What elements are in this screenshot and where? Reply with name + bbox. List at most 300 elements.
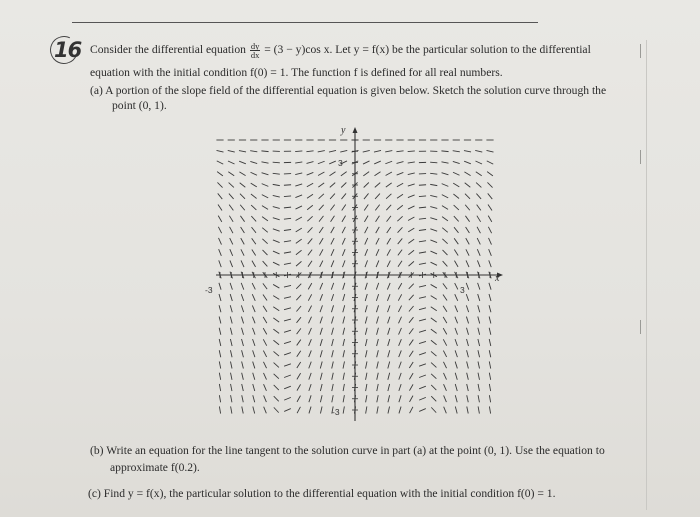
slope-segment: [455, 350, 457, 357]
slope-segment: [477, 227, 480, 233]
slope-segment: [219, 260, 221, 267]
slope-segment: [419, 409, 426, 412]
slope-segment: [489, 384, 490, 391]
slope-segment: [374, 161, 381, 164]
slope-segment: [230, 294, 232, 301]
slope-segment: [409, 306, 414, 312]
slope-segment: [308, 227, 313, 232]
slope-segment: [365, 328, 367, 335]
slope-segment: [478, 384, 479, 391]
slope-segment: [319, 238, 323, 244]
slope-segment: [309, 362, 312, 369]
slope-segment: [375, 205, 379, 211]
slope-segment: [284, 218, 291, 219]
slope-segment: [306, 151, 313, 152]
slope-segment: [284, 252, 291, 253]
slope-segment: [431, 296, 437, 300]
slope-segment: [408, 173, 415, 175]
slope-segment: [376, 216, 380, 222]
slope-segment: [273, 340, 279, 345]
slope-segment: [318, 183, 324, 187]
slope-segment: [340, 150, 347, 152]
slope-segment: [419, 341, 426, 343]
slope-segment: [251, 183, 257, 187]
slope-segment: [252, 317, 255, 324]
slope-segment: [409, 261, 414, 266]
intro-text-post: = (3 − y)cos x. Let y = f(x) be the particular solution to the differential: [264, 43, 591, 57]
slope-segment: [273, 173, 280, 174]
slope-segment: [307, 183, 313, 186]
slope-segment: [476, 172, 482, 176]
slope-segment: [377, 317, 379, 324]
slope-segment: [477, 205, 481, 211]
slope-segment: [329, 161, 336, 164]
slope-segment: [365, 227, 368, 233]
slope-segment: [273, 229, 280, 231]
slope-segment: [219, 350, 221, 357]
slope-segment: [231, 384, 232, 391]
slope-segment: [230, 238, 233, 244]
slope-segment: [442, 228, 448, 233]
slope-segment: [273, 262, 279, 265]
margin-tick: [640, 320, 641, 334]
part-c-line-1: (c) Find y = f(x), the particular solution to the differential equation with the initial condition f(0) = 1.: [88, 487, 556, 500]
slope-segment: [343, 283, 345, 290]
slope-segment: [489, 238, 492, 245]
slope-segment: [342, 227, 345, 233]
slope-segment: [319, 227, 323, 233]
slope-segment: [419, 308, 426, 310]
slope-segment: [408, 217, 414, 220]
slope-segment: [308, 317, 311, 324]
slope-segment: [388, 339, 390, 346]
slope-segment: [308, 306, 311, 312]
slope-segment: [467, 373, 469, 380]
slope-segment: [252, 261, 256, 267]
slope-segment: [397, 205, 403, 210]
slope-segment: [444, 384, 447, 391]
slope-segment: [487, 161, 493, 164]
slope-segment: [230, 227, 233, 233]
slope-segment: [386, 172, 392, 175]
slope-segment: [284, 386, 291, 389]
slope-segment: [218, 193, 223, 199]
slope-segment: [386, 205, 391, 210]
slope-segment: [430, 207, 437, 209]
slope-segment: [331, 260, 334, 267]
slope-segment: [363, 161, 369, 164]
slope-segment: [419, 241, 426, 242]
slope-segment: [454, 238, 458, 244]
slope-segment: [318, 161, 325, 163]
slope-segment: [487, 172, 493, 176]
slope-segment: [297, 328, 301, 334]
slope-segment: [228, 172, 234, 176]
slope-segment: [308, 294, 311, 300]
slope-segment: [217, 172, 223, 176]
slope-segment: [284, 207, 291, 208]
slope-segment: [399, 362, 402, 369]
slope-segment: [489, 283, 491, 290]
slope-segment: [489, 373, 490, 380]
slope-segment: [430, 240, 437, 243]
slope-segment: [240, 205, 245, 211]
slope-segment: [228, 150, 235, 152]
slope-segment: [332, 361, 334, 368]
slope-segment: [320, 384, 322, 391]
slope-segment: [431, 329, 437, 333]
slope-segment: [284, 241, 291, 242]
slope-segment: [419, 230, 426, 231]
y-min-label: -3: [332, 407, 340, 417]
slope-segment: [309, 373, 311, 380]
slope-segment: [365, 238, 368, 245]
slope-segment: [295, 151, 302, 152]
slope-segment: [419, 330, 426, 332]
slope-segment: [477, 216, 481, 222]
slope-segment: [409, 373, 413, 379]
slope-segment: [264, 373, 267, 380]
slope-segment: [398, 294, 401, 300]
intro-line-1: [90, 42, 591, 59]
slope-segment: [342, 216, 346, 222]
slope-segment: [332, 328, 334, 335]
slope-segment: [274, 363, 279, 368]
slope-segment: [253, 350, 255, 357]
slope-segment: [332, 339, 334, 346]
slope-segment: [332, 373, 334, 380]
slope-segment: [453, 161, 460, 163]
slope-segment: [399, 373, 401, 380]
slope-segment: [231, 406, 232, 413]
slope-segment: [397, 183, 403, 186]
slope-segment: [409, 362, 413, 368]
slope-segment: [252, 238, 256, 244]
slope-field-graph[interactable]: [205, 125, 505, 425]
slope-segment: [477, 249, 480, 256]
slope-segment: [320, 362, 322, 369]
slope-segment: [375, 194, 380, 199]
slope-segment: [467, 350, 469, 357]
margin-line: [646, 40, 647, 510]
slope-segment: [263, 351, 266, 357]
slope-segment: [376, 305, 378, 312]
slope-segment: [264, 384, 267, 391]
slope-segment: [273, 207, 280, 209]
slope-segment: [443, 261, 448, 266]
slope-segment: [489, 339, 491, 346]
slope-segment: [307, 194, 313, 198]
slope-segment: [241, 294, 243, 301]
intro-line-2: equation with the initial condition f(0) = 1. The function f is defined for all real numbers.: [90, 66, 503, 79]
slope-segment: [284, 341, 291, 343]
slope-segment: [341, 182, 346, 187]
slope-segment: [465, 205, 470, 211]
slope-segment: [230, 283, 232, 290]
slope-segment: [488, 216, 492, 222]
x-max-label: 3: [460, 285, 465, 295]
slope-segment: [475, 150, 482, 152]
slope-segment: [387, 227, 391, 233]
slope-segment: [398, 283, 402, 289]
part-a-line-2: point (0, 1).: [112, 99, 167, 112]
slope-segment: [343, 339, 345, 346]
slope-segment: [443, 250, 448, 255]
slope-segment: [297, 373, 301, 379]
slope-segment: [229, 216, 233, 222]
slope-segment: [262, 195, 268, 198]
slope-segment: [376, 294, 378, 301]
slope-segment: [309, 407, 311, 414]
slope-segment: [442, 217, 448, 221]
slope-segment: [343, 361, 344, 368]
slope-segment: [252, 283, 255, 289]
slope-segment: [443, 306, 447, 312]
slope-segment: [366, 406, 367, 413]
slope-segment: [388, 384, 390, 391]
y-max-label: 3: [338, 158, 343, 168]
slope-segment: [388, 328, 390, 335]
slope-segment: [230, 317, 232, 324]
y-axis-arrow: [353, 127, 358, 133]
slope-segment: [318, 172, 324, 175]
slope-segment: [320, 350, 322, 357]
slope-segment: [217, 161, 223, 164]
slope-segment: [230, 260, 233, 267]
slope-segment: [218, 216, 222, 222]
slope-segment: [262, 184, 269, 187]
slope-segment: [239, 151, 246, 152]
slope-segment: [478, 317, 480, 324]
slope-segment: [464, 151, 471, 152]
slope-segment: [331, 305, 333, 312]
slope-segment: [419, 397, 426, 400]
slope-segment: [332, 384, 333, 391]
slope-segment: [455, 283, 458, 289]
slope-segment: [455, 395, 457, 402]
slope-segment: [230, 249, 233, 256]
slope-segment: [467, 406, 468, 413]
slope-segment: [219, 361, 220, 368]
slope-segment: [398, 250, 402, 256]
slope-segment: [218, 205, 222, 211]
slope-segment: [320, 339, 322, 346]
slope-segment: [377, 350, 379, 357]
slope-segment: [419, 297, 426, 299]
slope-segment: [377, 373, 379, 380]
slope-segment: [219, 249, 222, 256]
slope-segment: [251, 205, 256, 210]
slope-segment: [465, 194, 470, 199]
slope-segment: [308, 238, 313, 244]
slope-segment: [284, 397, 291, 400]
slope-segment: [385, 151, 392, 152]
slope-segment: [386, 194, 391, 199]
slope-segment: [331, 294, 333, 301]
slope-segment: [441, 151, 448, 152]
slope-segment: [399, 384, 401, 391]
slope-segment: [263, 328, 267, 334]
slope-segment: [489, 317, 491, 324]
intro-text-pre: Consider the differential equation: [90, 43, 246, 57]
slope-segment: [296, 250, 302, 254]
slope-segment: [262, 173, 269, 175]
slope-segment: [489, 294, 491, 301]
slope-segment: [466, 328, 468, 335]
slope-segment: [297, 362, 301, 368]
slope-segment: [365, 305, 367, 312]
slope-segment: [455, 294, 458, 301]
slope-segment: [489, 249, 492, 256]
slope-segment: [366, 395, 367, 402]
slope-segment: [377, 339, 379, 346]
slope-segment: [320, 261, 323, 267]
slope-field-svg[interactable]: [205, 125, 505, 425]
slope-segment: [320, 283, 323, 290]
slope-segment: [476, 194, 481, 199]
slope-segment: [387, 238, 391, 244]
slope-segment: [343, 384, 344, 391]
slope-segment: [342, 205, 346, 211]
slope-segment: [308, 250, 312, 256]
dy-dx-fraction: [250, 42, 261, 59]
slope-segment: [444, 407, 447, 414]
slope-segment: [443, 351, 446, 357]
slope-segment: [475, 161, 482, 164]
dx: dx: [250, 50, 260, 60]
slope-segment: [253, 362, 255, 369]
slope-segment: [431, 284, 437, 288]
slope-segment: [241, 249, 244, 255]
slope-segment: [219, 395, 220, 402]
slope-segment: [430, 229, 437, 231]
slope-segment: [309, 384, 311, 391]
slope-segment: [242, 406, 243, 413]
slope-segment: [241, 305, 243, 312]
slope-segment: [455, 373, 457, 380]
slope-segment: [273, 318, 279, 322]
slope-segment: [253, 339, 255, 346]
slope-segment: [240, 216, 244, 222]
x-axis-label: x: [495, 273, 500, 284]
slope-segment: [239, 161, 246, 164]
slope-segment: [409, 284, 414, 289]
slope-segment: [465, 216, 469, 222]
slope-segment: [399, 395, 401, 402]
slope-segment: [342, 249, 345, 256]
question-number: 16: [54, 38, 82, 62]
slope-segment: [409, 351, 413, 357]
slope-segment: [318, 151, 325, 152]
slope-segment: [377, 384, 378, 391]
slope-segment: [296, 284, 301, 289]
slope-segment: [241, 238, 245, 244]
slope-segment: [399, 328, 402, 335]
slope-segment: [409, 384, 413, 390]
slope-segment: [478, 350, 480, 357]
slope-segment: [307, 205, 313, 210]
slope-segment: [230, 328, 232, 335]
slope-segment: [374, 150, 381, 152]
dy: dy: [250, 41, 260, 51]
slope-segment: [231, 395, 232, 402]
slope-segment: [388, 350, 390, 357]
slope-segment: [455, 305, 458, 312]
slope-segment: [219, 238, 222, 245]
slope-segment: [250, 172, 257, 175]
slope-segment: [444, 395, 447, 402]
slope-segment: [264, 395, 267, 402]
slope-segment: [219, 317, 221, 324]
slope-segment: [488, 205, 492, 211]
slope-segment: [488, 227, 491, 233]
slope-segment: [307, 162, 314, 164]
slope-segment: [454, 249, 458, 255]
slope-segment: [476, 183, 481, 188]
slope-segment: [284, 308, 291, 310]
slope-segment: [397, 162, 404, 164]
slope-segment: [284, 263, 291, 264]
slope-segment: [251, 194, 257, 198]
slope-segment: [419, 252, 426, 253]
slope-segment: [455, 362, 457, 369]
slope-segment: [408, 228, 414, 232]
slope-segment: [230, 305, 232, 312]
slope-segment: [297, 407, 300, 413]
slope-segment: [229, 183, 234, 188]
slope-segment: [284, 297, 291, 299]
slope-segment: [252, 294, 255, 301]
slope-segment: [365, 339, 367, 346]
slope-segment: [386, 183, 392, 187]
slope-segment: [320, 249, 323, 255]
slope-segment: [442, 206, 448, 210]
slope-segment: [466, 260, 469, 267]
slope-segment: [398, 261, 402, 267]
slope-segment: [343, 294, 345, 301]
slope-segment: [478, 395, 479, 402]
slope-segment: [365, 249, 368, 256]
slope-segment: [250, 161, 257, 163]
slope-segment: [409, 328, 413, 334]
slope-segment: [478, 406, 479, 413]
slope-segment: [273, 329, 279, 333]
slope-segment: [308, 261, 312, 267]
slope-segment: [467, 362, 469, 369]
slope-segment: [284, 353, 291, 355]
slope-segment: [274, 374, 279, 379]
slope-segment: [431, 374, 436, 379]
slope-segment: [388, 317, 390, 324]
axes: [216, 127, 503, 421]
slope-segment: [466, 294, 468, 301]
slope-segment: [478, 339, 480, 346]
slope-segment: [464, 161, 471, 164]
slope-segment: [455, 328, 458, 335]
slope-segment: [230, 350, 232, 357]
slope-segment: [466, 249, 469, 255]
slope-segment: [387, 294, 390, 301]
slope-segment: [431, 318, 437, 322]
slope-segment: [453, 172, 460, 175]
slope-segment: [443, 362, 446, 368]
slope-segment: [419, 196, 426, 197]
slope-segment: [320, 317, 322, 324]
slope-segment: [466, 238, 470, 244]
slope-segment: [442, 173, 449, 175]
slope-segment: [284, 185, 291, 186]
slope-segment: [365, 294, 367, 301]
